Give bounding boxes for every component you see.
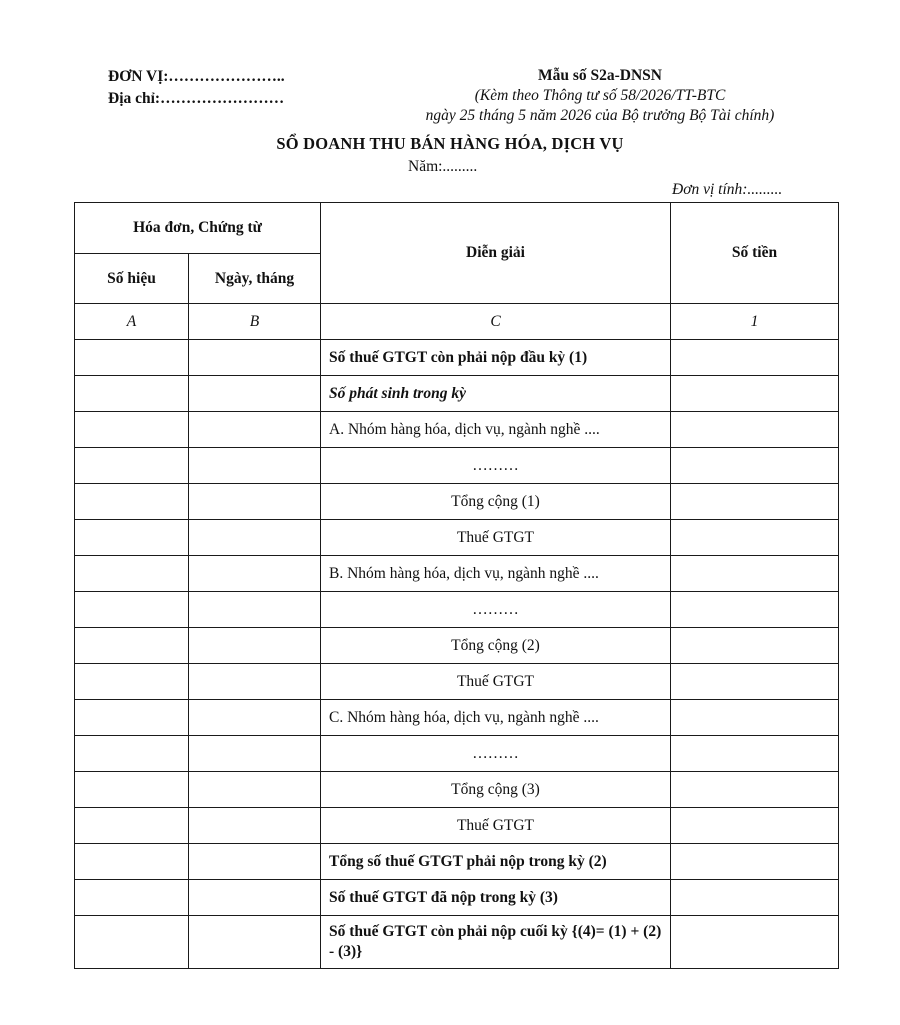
amount-cell[interactable] xyxy=(671,376,839,412)
column-code: 1 xyxy=(671,304,839,340)
invoice-date-header: Ngày, tháng xyxy=(189,254,321,304)
invoice-date-cell[interactable] xyxy=(189,376,321,412)
table-row xyxy=(75,376,839,412)
legal-note-line-2: ngày 25 tháng 5 năm 2026 của Bộ trưởng Bộ Tài chính) xyxy=(425,107,775,124)
invoice-date-cell[interactable] xyxy=(189,772,321,808)
column-code: B xyxy=(189,304,321,340)
amount-cell[interactable] xyxy=(671,412,839,448)
unit-of-measure: Đơn vị tính:......... xyxy=(672,181,783,198)
description-cell: ……… xyxy=(321,592,671,628)
amount-header: Số tiền xyxy=(671,203,839,304)
description-cell: A. Nhóm hàng hóa, dịch vụ, ngành nghề .... xyxy=(321,412,671,448)
amount-cell[interactable] xyxy=(671,448,839,484)
description-cell: Tổng cộng (3) xyxy=(321,772,671,808)
invoice-number-cell[interactable] xyxy=(75,520,189,556)
invoice-date-cell[interactable] xyxy=(189,808,321,844)
table-row xyxy=(75,844,839,880)
invoice-number-cell[interactable] xyxy=(75,880,189,916)
table-row xyxy=(75,700,839,736)
description-cell: Thuế GTGT xyxy=(321,664,671,700)
table-row xyxy=(75,340,839,376)
amount-cell[interactable] xyxy=(671,916,839,969)
amount-cell[interactable] xyxy=(671,736,839,772)
revenue-ledger-table xyxy=(74,202,839,969)
invoice-date-cell[interactable] xyxy=(189,448,321,484)
amount-cell[interactable] xyxy=(671,880,839,916)
description-cell: Tổng số thuế GTGT phải nộp trong kỳ (2) xyxy=(321,844,671,880)
description-cell: Thuế GTGT xyxy=(321,808,671,844)
amount-cell[interactable] xyxy=(671,628,839,664)
description-cell: ……… xyxy=(321,448,671,484)
table-row xyxy=(75,448,839,484)
table-row xyxy=(75,916,839,969)
table-row xyxy=(75,808,839,844)
amount-cell[interactable] xyxy=(671,664,839,700)
invoice-group-header: Hóa đơn, Chứng từ xyxy=(75,203,321,254)
invoice-date-cell[interactable] xyxy=(189,592,321,628)
amount-cell[interactable] xyxy=(671,844,839,880)
invoice-number-cell[interactable] xyxy=(75,664,189,700)
description-cell: ……… xyxy=(321,736,671,772)
invoice-number-cell[interactable] xyxy=(75,628,189,664)
amount-cell[interactable] xyxy=(671,592,839,628)
invoice-date-cell[interactable] xyxy=(189,844,321,880)
amount-cell[interactable] xyxy=(671,484,839,520)
invoice-number-cell[interactable] xyxy=(75,448,189,484)
invoice-date-cell[interactable] xyxy=(189,412,321,448)
invoice-number-cell[interactable] xyxy=(75,736,189,772)
invoice-number-cell[interactable] xyxy=(75,340,189,376)
description-cell: Số phát sinh trong kỳ xyxy=(321,376,671,412)
document-title: SỔ DOANH THU BÁN HÀNG HÓA, DỊCH VỤ xyxy=(276,134,624,153)
invoice-date-cell[interactable] xyxy=(189,700,321,736)
invoice-number-cell[interactable] xyxy=(75,376,189,412)
table-row xyxy=(75,736,839,772)
amount-cell[interactable] xyxy=(671,520,839,556)
table-row xyxy=(75,556,839,592)
invoice-date-cell[interactable] xyxy=(189,628,321,664)
description-cell: Thuế GTGT xyxy=(321,520,671,556)
invoice-number-cell[interactable] xyxy=(75,700,189,736)
invoice-number-cell[interactable] xyxy=(75,484,189,520)
invoice-date-cell[interactable] xyxy=(189,484,321,520)
invoice-number-cell[interactable] xyxy=(75,772,189,808)
invoice-number-cell[interactable] xyxy=(75,556,189,592)
invoice-date-cell[interactable] xyxy=(189,916,321,969)
table-row xyxy=(75,484,839,520)
invoice-number-cell[interactable] xyxy=(75,808,189,844)
invoice-number-cell[interactable] xyxy=(75,412,189,448)
description-cell: Số thuế GTGT đã nộp trong kỳ (3) xyxy=(321,880,671,916)
unit-line: ĐƠN VỊ:………………….. xyxy=(108,68,285,85)
column-code: C xyxy=(321,304,671,340)
table-row xyxy=(75,412,839,448)
table-row xyxy=(75,772,839,808)
form-number: Mẫu số S2a-DNSN xyxy=(537,67,662,84)
column-code: A xyxy=(75,304,189,340)
amount-cell[interactable] xyxy=(671,700,839,736)
legal-note-line-1: (Kèm theo Thông tư số 58/2026/TT-BTC xyxy=(474,87,726,104)
description-header: Diễn giải xyxy=(321,203,671,304)
year-line: Năm:......... xyxy=(408,158,478,175)
ledger-body xyxy=(75,340,839,969)
table-row xyxy=(75,628,839,664)
description-cell: Số thuế GTGT còn phải nộp cuối kỳ {(4)= (1) + (2) - (3)} xyxy=(321,916,671,969)
invoice-date-cell[interactable] xyxy=(189,520,321,556)
invoice-date-cell[interactable] xyxy=(189,664,321,700)
invoice-number-cell[interactable] xyxy=(75,916,189,969)
table-row xyxy=(75,592,839,628)
amount-cell[interactable] xyxy=(671,772,839,808)
address-line: Địa chỉ:…………………… xyxy=(108,90,285,107)
invoice-date-cell[interactable] xyxy=(189,556,321,592)
description-cell: C. Nhóm hàng hóa, dịch vụ, ngành nghề .... xyxy=(321,700,671,736)
description-cell: Tổng cộng (1) xyxy=(321,484,671,520)
invoice-date-cell[interactable] xyxy=(189,736,321,772)
table-row xyxy=(75,664,839,700)
amount-cell[interactable] xyxy=(671,556,839,592)
header-right xyxy=(400,66,800,126)
invoice-number-cell[interactable] xyxy=(75,844,189,880)
description-cell: Tổng cộng (2) xyxy=(321,628,671,664)
amount-cell[interactable] xyxy=(671,340,839,376)
description-cell: B. Nhóm hàng hóa, dịch vụ, ngành nghề .... xyxy=(321,556,671,592)
amount-cell[interactable] xyxy=(671,808,839,844)
invoice-date-cell[interactable] xyxy=(189,340,321,376)
table-row xyxy=(75,520,839,556)
invoice-date-cell[interactable] xyxy=(189,880,321,916)
header-left xyxy=(108,66,285,110)
column-code-row xyxy=(75,304,839,340)
invoice-number-cell[interactable] xyxy=(75,592,189,628)
invoice-number-header: Số hiệu xyxy=(75,254,189,304)
description-cell: Số thuế GTGT còn phải nộp đầu kỳ (1) xyxy=(321,340,671,376)
table-row xyxy=(75,880,839,916)
